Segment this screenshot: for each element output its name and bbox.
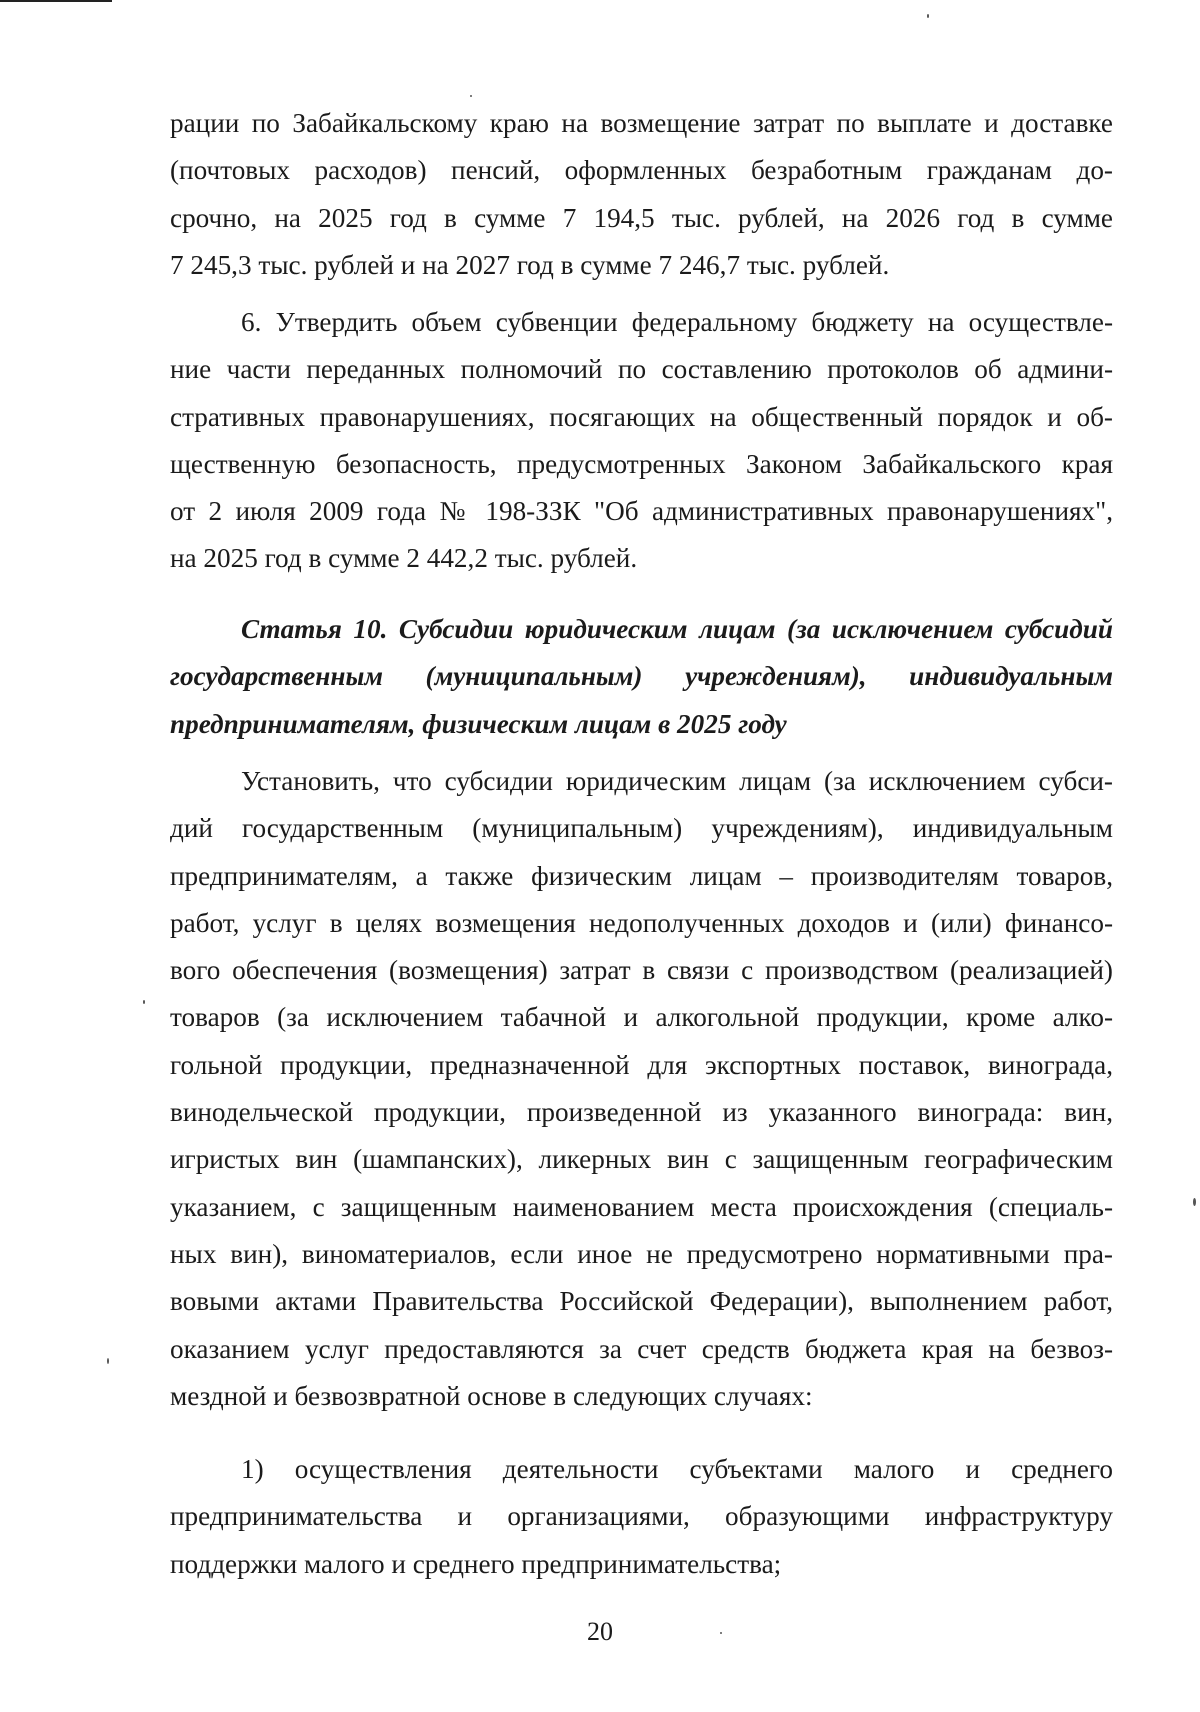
text-line: винодельческой продукции, произведенной из указанного винограда: вин, <box>170 1097 1113 1128</box>
text-line: стративных правонарушениях, посягающих на общественный порядок и об- <box>170 401 1113 432</box>
text-line: срочно, на 2025 год в сумме 7 194,5 тыс. рублей, на 2026 год в сумме <box>170 202 1113 233</box>
scan-speck <box>1193 1198 1196 1206</box>
scan-edge-mark <box>0 0 112 2</box>
paragraph-6 <box>170 299 1113 583</box>
text-line: рации по Забайкальскому краю на возмещение затрат по выплате и доставке <box>170 108 1113 138</box>
text-line: Установить, что субсидии юридическим лицам (за исключением субси- <box>241 766 1113 796</box>
scan-speck <box>720 1632 722 1634</box>
text-line: оказанием услуг предоставляются за счет средств бюджета края на безвоз- <box>170 1333 1113 1364</box>
text-line: игристых вин (шампанских), ликерных вин с защищенным географическим <box>170 1144 1113 1175</box>
page-number: 20 <box>587 1617 613 1646</box>
text-line: 6. Утвердить объем субвенции федеральному бюджету на осуществле- <box>241 307 1113 337</box>
text-line: работ, услуг в целях возмещения недополученных доходов и (или) финансо- <box>170 907 1113 938</box>
paragraph-continued <box>170 100 1113 289</box>
text-line: поддержки малого и среднего предпринимательства; <box>170 1548 782 1579</box>
text-line: (почтовых расходов) пенсий, оформленных безработным гражданам до- <box>170 155 1113 186</box>
article-heading <box>170 606 1113 748</box>
scan-speck <box>143 1000 145 1004</box>
text-line: от 2 июля 2009 года № 198-ЗЗК "Об административных правонарушениях", <box>170 496 1113 527</box>
text-line: 7 245,3 тыс. рублей и на 2027 год в сумме 7 246,7 тыс. рублей. <box>170 249 890 280</box>
heading-line: государственным (муниципальным) учреждениям), индивидуальным <box>170 661 1113 692</box>
text-line: ние части переданных полномочий по составлению протоколов об админи- <box>170 354 1113 385</box>
text-line: гольной продукции, предназначенной для экспортных поставок, винограда, <box>170 1049 1113 1080</box>
heading-line: предпринимателям, физическим лицам в 2025 году <box>170 708 787 739</box>
list-item-1 <box>170 1446 1113 1588</box>
scan-speck <box>927 14 929 18</box>
scan-speck <box>107 1358 109 1364</box>
text-line: предпринимателям, а также физическим лицам – производителям товаров, <box>170 860 1113 891</box>
text-line: ных вин), виноматериалов, если иное не предусмотрено нормативными пра- <box>170 1238 1113 1269</box>
text-line: вовыми актами Правительства Российской Федерации), выполнением работ, <box>170 1286 1113 1317</box>
text-line: указанием, с защищенным наименованием места происхождения (специаль- <box>170 1191 1113 1222</box>
scan-speck <box>470 95 472 97</box>
text-line: 1) осуществления деятельности субъектами малого и среднего <box>241 1454 1113 1484</box>
text-line: товаров (за исключением табачной и алкогольной продукции, кроме алко- <box>170 1002 1113 1033</box>
article-body <box>170 758 1113 1420</box>
text-line: вого обеспечения (возмещения) затрат в связи с производством (реализацией) <box>170 955 1113 986</box>
text-line: на 2025 год в сумме 2 442,2 тыс. рублей. <box>170 543 638 574</box>
heading-line: Статья 10. Субсидии юридическим лицам (за исключением субсидий <box>241 614 1113 644</box>
text-line: щественную безопасность, предусмотренных Законом Забайкальского края <box>170 448 1113 479</box>
text-line: мездной и безвозвратной основе в следующих случаях: <box>170 1380 813 1411</box>
text-line: предпринимательства и организациями, образующими инфраструктуру <box>170 1501 1113 1532</box>
text-line: дий государственным (муниципальным) учреждениям), индивидуальным <box>170 813 1113 844</box>
